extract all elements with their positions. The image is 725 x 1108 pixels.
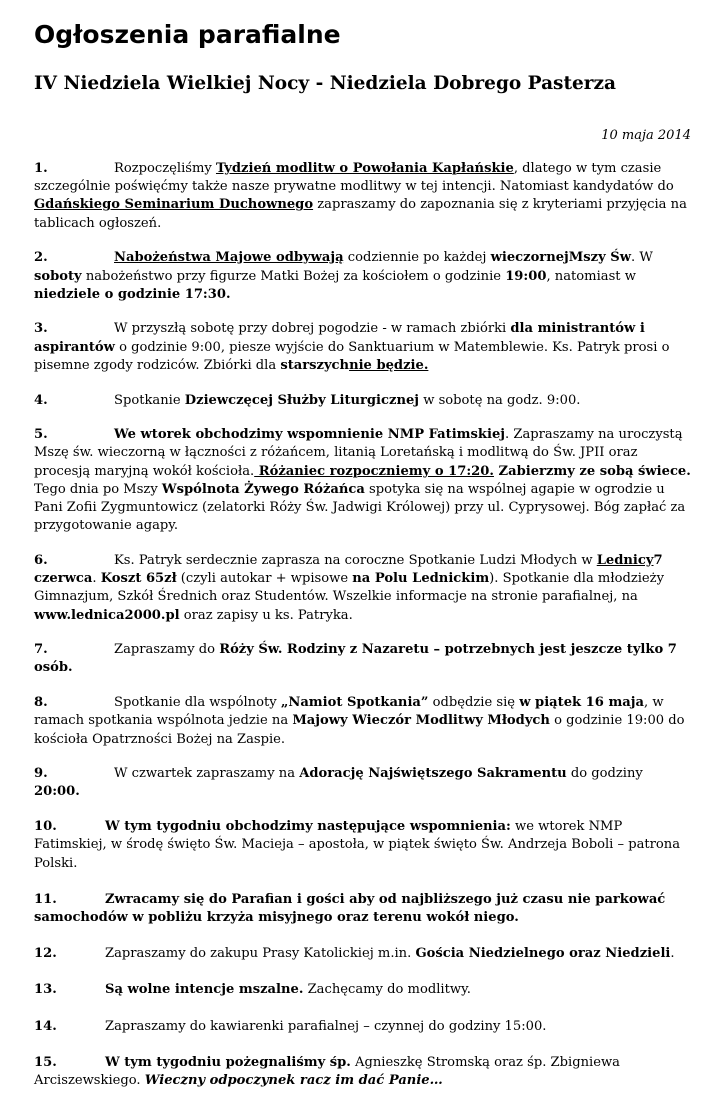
announcement-text: . W [631,250,653,266]
announcement-text: dla ministrantów i aspirantów [34,321,645,355]
announcement-text: Tego dnia po Mszy [34,481,162,497]
announcement-text: Zachęcamy do modlitwy. [303,982,471,998]
announcement-item [34,945,691,963]
announcement-text: Spotkanie dla wspólnoty [114,695,281,711]
announcement-number: 3. [34,321,48,337]
announcement-item [34,426,691,535]
announcement-item [34,818,691,873]
announcement-text: We wtorek obchodzimy wspomnienie NMP Fatimskiej [114,427,506,443]
document-date: 10 maja 2014 [601,128,691,143]
announcement-text: 20:00. [34,784,80,800]
announcement-text: Majowy Wieczór Modlitwy Młodych [292,713,550,729]
announcement-text: , dlatego w tym czasie szczególnie poświęćmy także nasze prywatne modlitwy w tej intencji. Natomiast kandydatów do [34,161,674,195]
announcement-number: 6. [34,552,48,568]
announcement-number: 5. [34,427,48,443]
announcement-number: 2. [34,250,48,266]
announcement-item [34,1054,691,1090]
announcement-number: 13. [34,982,57,998]
announcement-item [34,160,691,233]
announcement-text: Nabożeństwa Majowe odbywają [114,250,344,266]
announcement-text: soboty [34,268,82,284]
announcement-text: Zabierzmy ze sobą świece. [493,463,691,479]
announcement-text: we wtorek NMP Fatimskiej, w środę święto Św. Macieja – apostoła, w piątek święto Św. Andrzeja Boboli – patrona Polski. [34,819,681,871]
announcement-number: 14. [34,1018,57,1034]
announcement-text: Zapraszamy do zakupu Prasy Katolickiej m.in. [105,946,416,962]
announcement-item [34,392,691,410]
announcement-text: oraz zapisy u ks. Patryka. [179,607,353,623]
announcement-number: 11. [34,891,57,907]
announcement-text: , natomiast w [546,268,636,284]
announcement-text: w sobotę na godz. 9:00. [419,392,581,408]
announcement-number: 9. [34,766,48,782]
announcement-item [34,694,691,749]
announcement-text: Adorację Najświętszego Sakramentu [299,766,567,782]
announcement-text: Róży Św. Rodziny z Nazaretu – potrzebnych jest jeszcze tylko 7 osób. [34,642,677,676]
announcement-text: nie będzie. [349,357,429,373]
announcement-text: Agnieszkę Stromską oraz śp. Zbigniewa Arciszewskiego. [34,1054,620,1089]
announcement-text: Tydzień modlitw o Powołania Kapłańskie [215,161,514,176]
announcement-text: . [92,571,101,587]
announcement-text: do godziny [566,766,643,782]
announcement-text: W tym tygodniu pożegnaliśmy śp. [105,1054,351,1070]
announcement-text: www.lednica2000.pl [34,607,180,623]
announcement-number: 12. [34,946,57,962]
announcement-text: W przyszłą sobotę przy dobrej pogodzie - w ramach zbiórki [114,321,511,337]
announcement-text: W czwartek zapraszamy na [114,766,300,782]
announcement-text: „Namiot Spotkania” [280,695,429,711]
announcement-text: Gdańskiego Seminarium Duchownego [34,197,314,213]
announcement-text: ). Spotkanie dla młodzieży Gimnazjum, Szkół Średnich oraz Studentów. Wszelkie informacje na stronie parafialnej, na [34,571,664,605]
page-title: Ogłoszenia parafialne [34,20,341,49]
announcement-text: . Zapraszamy na uroczystą Mszę św. wieczorną w łączności z różańcem, litanią Loretańską i modlitwą do Św. JPII oraz procesją maryjną wokół kościoła. [34,427,683,479]
announcement-text: Są wolne intencje mszalne. [105,982,304,998]
announcement-text: zapraszamy do zapoznania się z kryteriami przyjęcia na tablicach ogłoszeń. [34,197,687,231]
announcement-text: Koszt 65zł [100,571,177,587]
announcement-item [34,320,691,375]
announcement-number: 15. [34,1054,57,1070]
announcement-text: Rozpoczęliśmy [114,161,216,176]
announcement-text: 7 czerwca [34,552,663,587]
page-subtitle: IV Niedziela Wielkiej Nocy - Niedziela Dobrego Pasterza [34,73,617,94]
announcement-item [34,981,691,999]
announcement-text: Różaniec rozpoczniemy o 17:20. [254,463,494,479]
announcement-item [34,249,691,304]
announcement-text: niedziele o godzinie 17:30. [34,286,231,302]
announcement-list [34,160,691,1108]
announcement-item [34,765,691,801]
announcement-text: codziennie po każdej [343,250,491,266]
announcement-text: o godzinie 19:00 do kościoła Opatrzności Bożej na Zaspie. [34,713,685,747]
announcement-item [34,641,691,677]
announcement-text: Zwracamy się do Parafian i gości aby od najbliższego już czasu nie parkować samochodów w pobliżu krzyża misyjnego oraz terenu wokół niego. [34,891,666,925]
announcement-text: w piątek 16 maja [519,695,645,711]
announcement-text: Spotkanie [114,392,185,408]
announcement-text: starszych [280,357,350,373]
announcement-text: Gościa Niedzielnego oraz Niedzieli [415,946,671,962]
announcement-text: odbędzie się [428,695,520,711]
announcement-text: W tym tygodniu obchodzimy następujące wspomnienia: [105,819,511,835]
announcement-number: 10. [34,819,57,835]
announcement-number: 7. [34,642,48,658]
announcement-text: , w ramach spotkania wspólnota jedzie na [34,695,664,729]
announcement-item [34,552,691,625]
announcement-text: nabożeństwo przy figurze Matki Bożej za kościołem o godzinie [81,268,506,284]
announcement-text: Zapraszamy do [114,642,220,658]
announcement-text: 19:00 [505,268,547,284]
announcement-number: 1. [34,161,48,176]
announcement-text: Zapraszamy do kawiarenki parafialnej – czynnej do godziny 15:00. [105,1018,547,1034]
announcement-number: 4. [34,392,48,408]
announcement-number: 8. [34,695,48,711]
announcement-text: Lednicy [596,552,654,568]
announcement-item [34,1018,691,1036]
announcement-text: Wieczny odpoczynek racz im dać Panie… [144,1073,443,1089]
announcement-text: na Polu Lednickim [352,571,490,587]
announcement-text: o godzinie 9:00, piesze wyjście do Sanktuarium w Matemblewie. Ks. Patryk prosi o pisemne zgody rodziców. Zbiórki dla [34,339,670,373]
announcement-text: (czyli autokar + wpisowe [176,571,353,587]
announcement-text: Wspólnota Żywego Różańca [161,481,365,497]
announcement-text: Dziewczęcej Służby Liturgicznej [184,392,420,408]
announcement-text: Ks. Patryk serdecznie zaprasza na coroczne Spotkanie Ludzi Młodych w [114,552,597,568]
announcement-text: wieczornejMszy Św [490,250,631,266]
announcement-item [34,891,691,927]
announcement-text: spotyka się na wspólnej agapie w ogrodzie u Pani Zofii Zygmuntowicz (zelatorki Róży Św. Jadwigi Królowej) przy ul. Cyprysowej. Bóg zapłać za przygotowanie agapy. [34,481,686,534]
announcement-text: . [670,946,675,962]
